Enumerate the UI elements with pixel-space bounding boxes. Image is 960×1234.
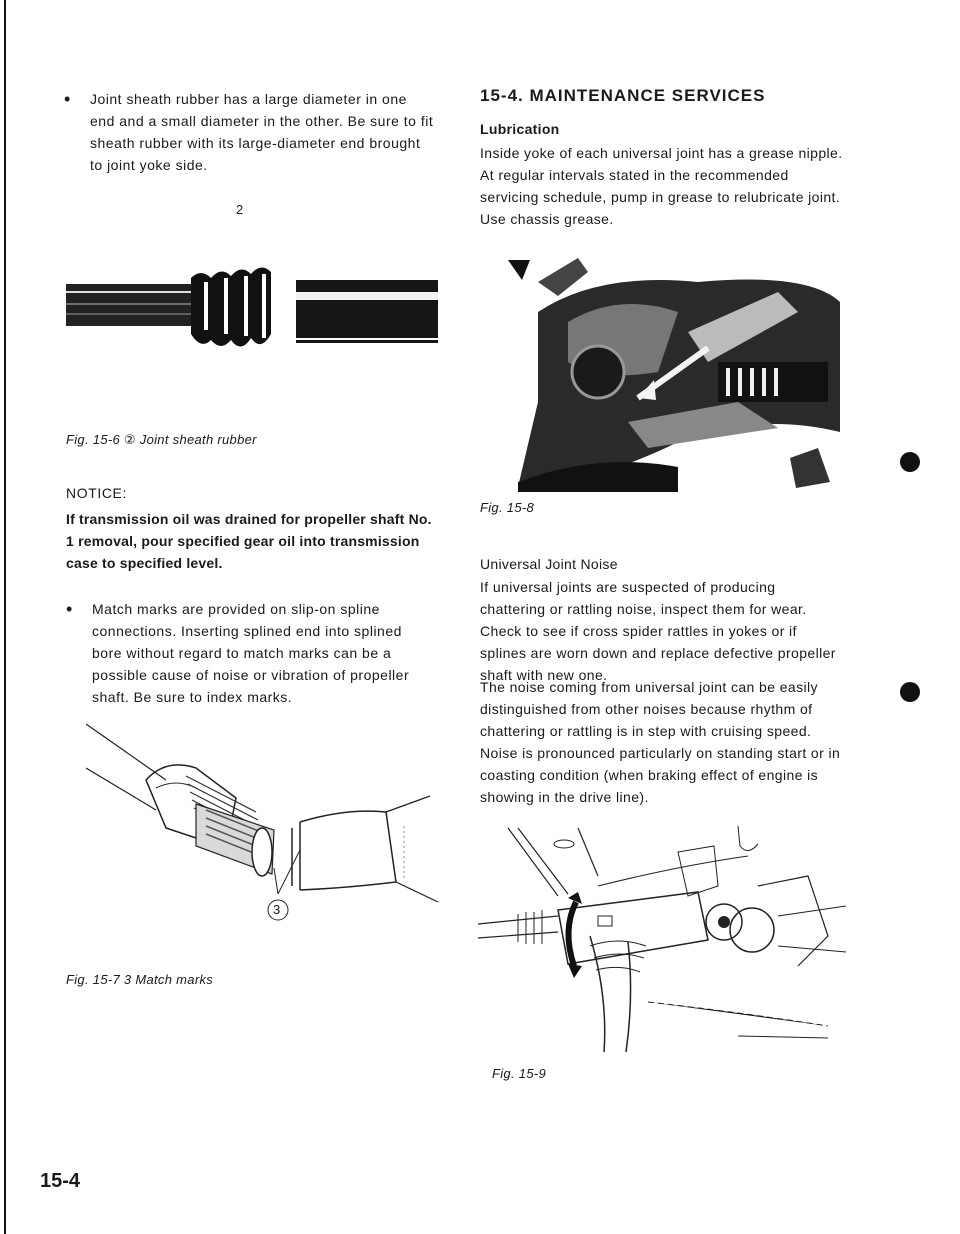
bullet-joint-sheath-text: Joint sheath rubber has a large diameter in one end and a small diameter in the other. Be sure to fit sheath rubber with its large-diameter end brought to joint yoke side. <box>90 91 434 173</box>
section-title: 15-4. MAINTENANCE SERVICES <box>480 86 766 105</box>
noise-text-1: If universal joints are suspected of producing chattering or rattling noise, inspect them for wear. Check to see if cross spider rattles in yokes or if splines are worn down and replace defective propeller shaft with new one. <box>480 579 836 683</box>
bullet-joint-sheath <box>64 88 435 176</box>
fig6-callout-number: 2 <box>236 202 244 217</box>
noise-text-2: The noise coming from universal joint can be easily distinguished from other noises because rhythm of chattering or rattling is in step with cruising speed. Noise is pronounced particularly on standing start or in coasting condition (when braking effect of engine is showing in the drive line). <box>480 679 841 805</box>
lubrication-text: Inside yoke of each universal joint has a grease nipple. At regular intervals stated in the recommended servicing schedule, pump in grease to relubricate joint. Use chassis grease. <box>480 145 843 227</box>
noise-heading: Universal Joint Noise <box>480 556 618 572</box>
bullet-dot-icon: • <box>64 89 71 109</box>
fig8-caption: Fig. 15-8 <box>480 500 535 515</box>
notice-title: NOTICE: <box>66 485 127 501</box>
fig9-caption: Fig. 15-9 <box>492 1066 547 1081</box>
fig6-joint-sheath-rubber-illustration <box>66 262 440 358</box>
fig8-grease-nipple-photo <box>478 252 848 492</box>
lubrication-heading: Lubrication <box>480 121 560 137</box>
page-number: 15-4 <box>40 1170 81 1192</box>
bullet-match-marks-text: Match marks are provided on slip-on spline connections. Inserting splined end into splined bore without regard to match marks can be a possible cause of noise or vibration of propeller shaft. Be sure to index marks. <box>92 601 410 705</box>
fig9-universal-joint-check-illustration <box>478 826 848 1056</box>
fig6-caption: Fig. 15-6 ② Joint sheath rubber <box>66 432 257 447</box>
fig7-caption: Fig. 15-7 3 Match marks <box>66 972 214 987</box>
margin-punch-dot <box>900 682 920 702</box>
page-binding-rule <box>4 0 6 1234</box>
bullet-match-marks <box>66 598 434 708</box>
fig7-callout-number: 3 <box>273 902 281 917</box>
fig7-match-marks-illustration <box>86 718 446 944</box>
notice-text: If transmission oil was drained for propeller shaft No. 1 removal, pour specified gear oil into transmission case to specified level. <box>66 511 432 571</box>
bullet-dot-icon: • <box>66 599 73 619</box>
margin-punch-dot <box>900 452 920 472</box>
